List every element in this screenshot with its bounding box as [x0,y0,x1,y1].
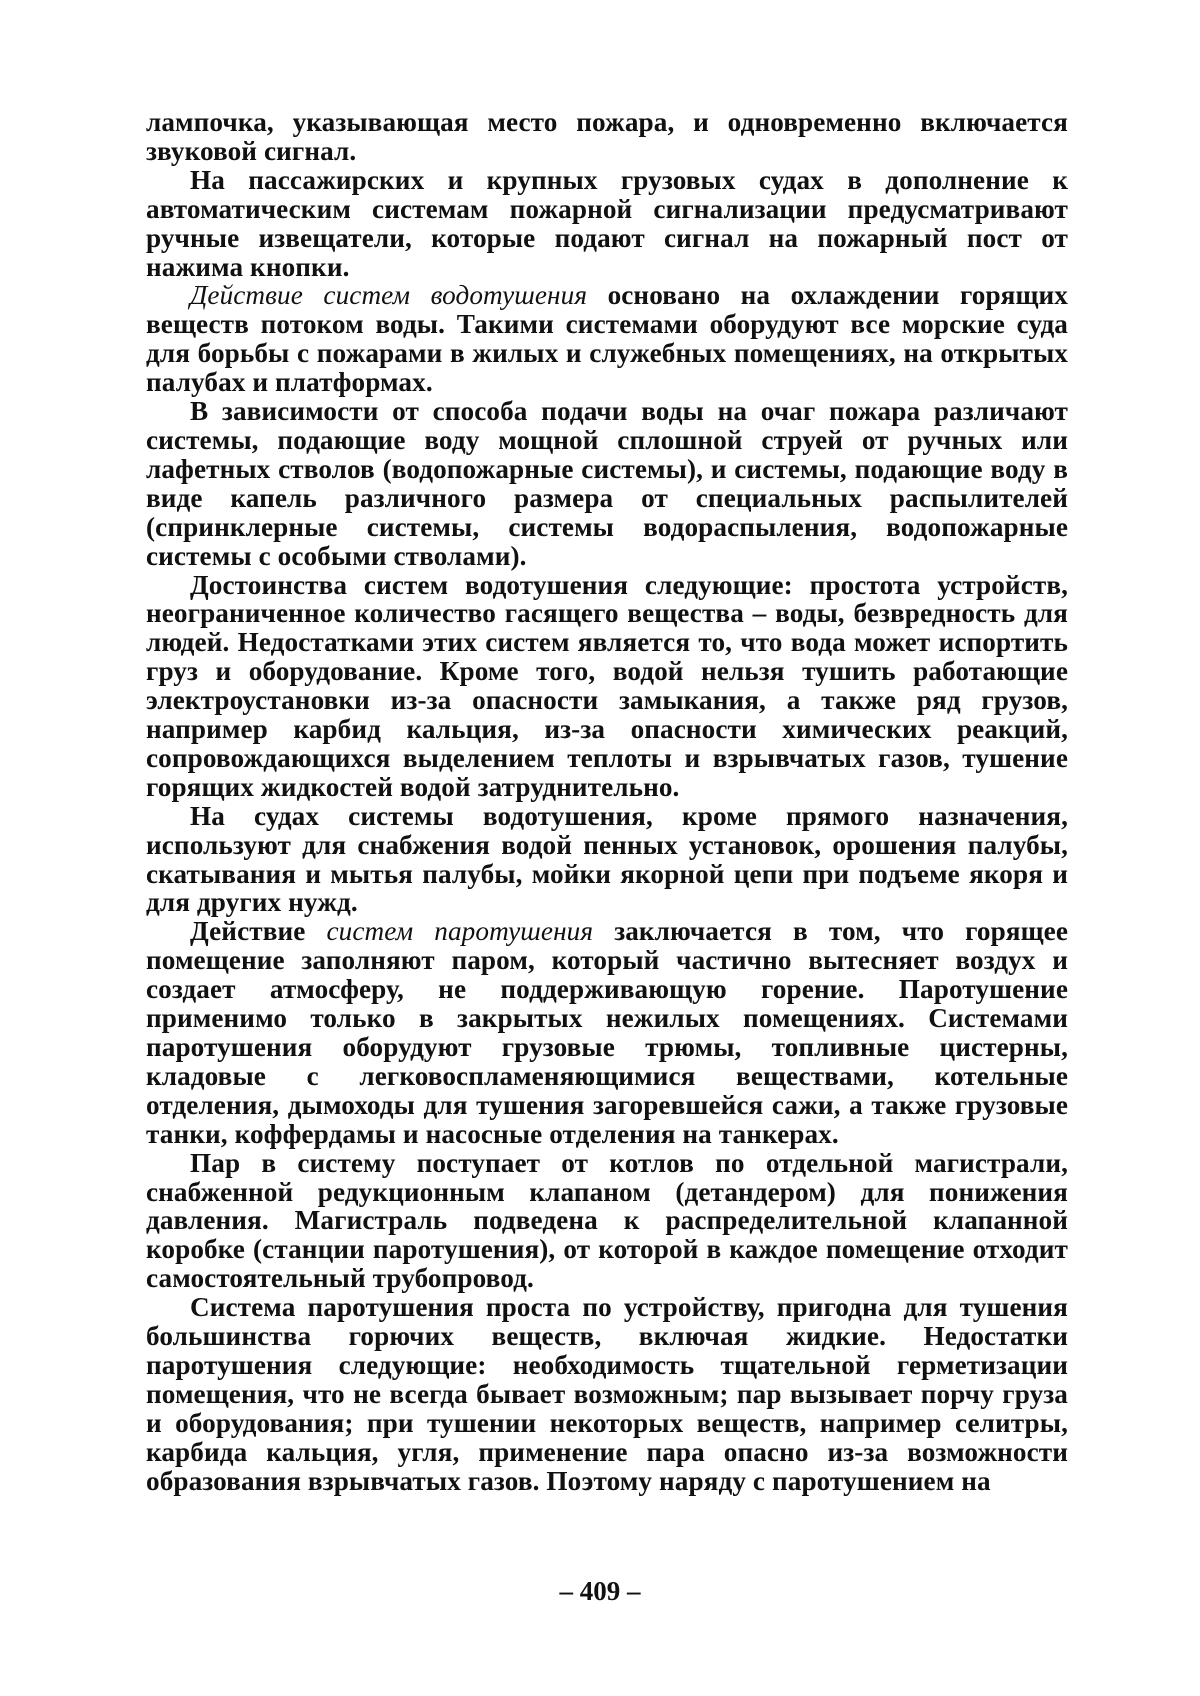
paragraph-7 [146,917,1068,1148]
paragraph-8: Пар в систему поступает от котлов по отдельной магистрали, снабженной редукционным клапаном (детандером) для понижения давления. Магистраль подведена к распределительной клапанной коробке (станции паротушения), от которой в каждое помещение отходит самостоятельный трубопровод. [146,1147,1068,1294]
paragraph-2: На пассажирских и крупных грузовых судах в дополнение к автоматическим системам пожарной сигнализации предусматривают ручные извещатели, которые подают сигнал на пожарный пост от нажима кнопки. [146,164,1068,282]
paragraph-3-italic-lead: Действие систем водотушения [190,280,588,311]
paragraph-3-text: основано на охлаждении горящих веществ потоком воды. Такими системами оборудуют все морские суда для борьбы с пожарами в жилых и служебных помещениях, на открытых палубах и платформах. [146,280,1068,398]
paragraph-7-lead: Действие [190,916,327,947]
paragraph-5: Достоинства систем водотушения следующие: простота устройств, неограниченное количество гасящего вещества – воды, безвредность для людей. Недостатками этих систем является то, что вода может испортить груз и оборудование. Кроме того, водой нельзя тушить работающие электроустановки из-за опасности замыкания, а также ряд грузов, например карбид кальция, из-за опасности химических реакций, сопровождающихся выделением теплоты и взрывчатых газов, тушение горящих жидкостей водой затруднительно. [146,569,1068,802]
paragraph-4: В зависимости от способа подачи воды на очаг пожара различают системы, подающие воду мощной сплошной струей от ручных или лафетных стволов (водопожарные системы), и системы, подающие воду в виде капель различного размера от специальных распылителей (спринклерные системы, системы водораспыления, водопожарные системы с особыми стволами). [146,396,1068,571]
page-body [146,108,1068,1496]
paragraph-7-italic: систем паротушения [326,916,594,947]
paragraph-6: На судах системы водотушения, кроме прямого назначения, используют для снабжения водой пенных установок, орошения палубы, скатывания и мытья палубы, мойки якорной цепи при подъеме якоря и для других нужд. [146,800,1068,918]
paragraph-7-text: заключается в том, что горящее помещение заполняют паром, который частично вытесняет воздух и создает атмосферу, не поддерживающую горение. Паротушение применимо только в закрытых нежилых помещениях. Системами паротушения оборудуют грузовые трюмы, топливные цистерны, кладовые с легковоспламеняющимися веществами, котельные отделения, дымоходы для тушения загоревшейся сажи, а также грузовые танки, коффердамы и насосные отделения на танкерах. [146,916,1068,1149]
paragraph-1: лампочка, указывающая место пожара, и одновременно включается звуковой сигнал. [146,107,1068,166]
page-number: – 409 – [559,1576,641,1606]
paragraph-9: Система паротушения проста по устройству, пригодна для тушения большинства горючих веществ, включая жидкие. Недостатки паротушения следующие: необходимость тщательной герметизации помещения, что не всегда бывает возможным; пар вызывает порчу груза и оборудования; при тушении некоторых веществ, например селитры, карбида кальция, угля, применение пара опасно из-за возможности образования взрывчатых газов. Поэтому наряду с паротушением на [146,1292,1068,1496]
paragraph-3 [146,281,1068,397]
